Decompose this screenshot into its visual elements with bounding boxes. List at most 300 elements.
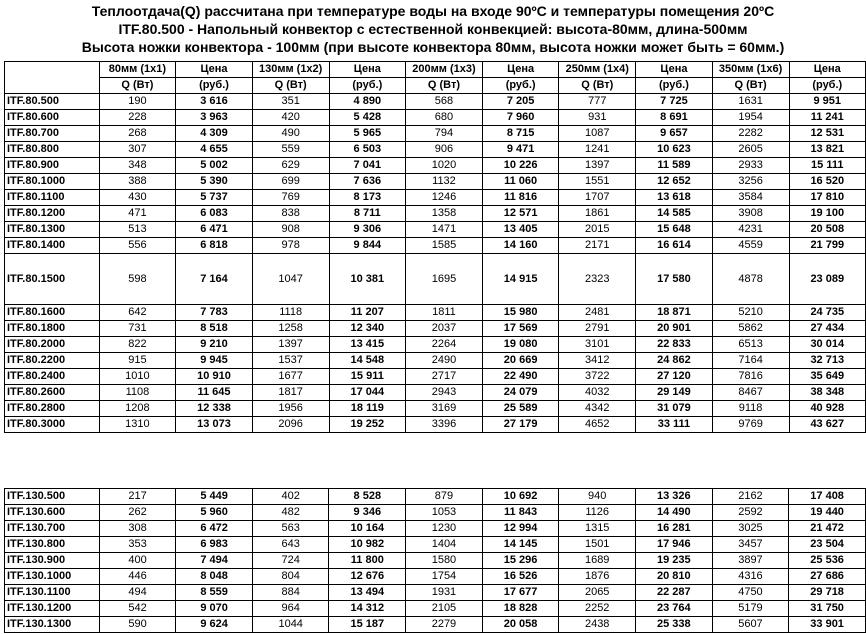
price-value: 4 655	[176, 142, 252, 158]
price-value: 15 648	[636, 222, 712, 238]
price-value: 13 415	[329, 337, 405, 353]
price-unit-header: (руб.)	[482, 78, 558, 94]
price-value: 12 652	[636, 174, 712, 190]
price-value: 21 799	[789, 238, 865, 254]
q-value: 699	[252, 174, 329, 190]
price-value: 15 187	[329, 617, 406, 633]
q-value: 1397	[559, 158, 636, 174]
model-name: ITF.80.1000	[5, 174, 100, 190]
price-value: 20 669	[482, 353, 558, 369]
table-row	[5, 305, 866, 321]
q-value: 7816	[712, 369, 789, 385]
price-value: 17 810	[789, 190, 865, 206]
price-value: 9 624	[176, 617, 253, 633]
price-value: 14 145	[482, 537, 559, 553]
q-value: 217	[99, 489, 176, 505]
q-value: 915	[99, 353, 176, 369]
table-row	[5, 353, 866, 369]
price-value: 5 449	[176, 489, 253, 505]
price-value: 11 843	[482, 505, 559, 521]
price-value: 13 618	[636, 190, 712, 206]
model-name: ITF.130.900	[5, 553, 100, 569]
q-value: 420	[252, 110, 329, 126]
q-header: Q (Вт)	[559, 78, 636, 94]
table-130-body	[5, 489, 866, 633]
q-value: 482	[252, 505, 329, 521]
price-value: 9 951	[789, 94, 865, 110]
convector-table-80	[4, 61, 866, 433]
heading-line-2: ITF.80.500 - Напольный конвектор с естественной конвекцией: высота-80мм, длина-500мм	[118, 21, 748, 37]
q-value: 3169	[406, 401, 483, 417]
model-name: ITF.130.1100	[5, 585, 100, 601]
q-value: 769	[252, 190, 329, 206]
q-value: 879	[406, 489, 483, 505]
price-value: 20 810	[635, 569, 712, 585]
price-unit-header: (руб.)	[789, 78, 865, 94]
model-name: ITF.80.1200	[5, 206, 100, 222]
q-value: 931	[559, 110, 636, 126]
q-value: 262	[99, 505, 176, 521]
price-value: 8 518	[176, 321, 252, 337]
price-value: 14 160	[482, 238, 558, 254]
price-value: 12 340	[329, 321, 405, 337]
q-value: 1931	[406, 585, 483, 601]
q-value: 822	[99, 337, 176, 353]
price-value: 16 281	[635, 521, 712, 537]
q-value: 1087	[559, 126, 636, 142]
q-value: 2264	[406, 337, 483, 353]
price-value: 10 692	[482, 489, 559, 505]
price-value: 23 089	[789, 254, 865, 305]
price-value: 29 718	[789, 585, 866, 601]
price-value: 15 980	[482, 305, 558, 321]
price-value: 14 915	[482, 254, 558, 305]
price-value: 12 338	[176, 401, 252, 417]
model-name: ITF.80.2200	[5, 353, 100, 369]
price-value: 11 800	[329, 553, 406, 569]
model-name: ITF.130.1300	[5, 617, 100, 633]
price-header: Цена	[636, 62, 712, 78]
table-row	[5, 537, 866, 553]
q-value: 731	[99, 321, 176, 337]
price-value: 17 677	[482, 585, 559, 601]
price-value: 16 614	[636, 238, 712, 254]
q-value: 8467	[712, 385, 789, 401]
price-value: 11 060	[482, 174, 558, 190]
price-value: 9 657	[636, 126, 712, 142]
q-value: 513	[99, 222, 176, 238]
q-value: 4750	[712, 585, 789, 601]
model-name: ITF.80.800	[5, 142, 100, 158]
price-value: 38 348	[789, 385, 865, 401]
price-value: 22 287	[635, 585, 712, 601]
model-name: ITF.80.900	[5, 158, 100, 174]
q-value: 2323	[559, 254, 636, 305]
price-value: 8 559	[176, 585, 253, 601]
price-value: 18 119	[329, 401, 405, 417]
q-value: 568	[406, 94, 483, 110]
q-value: 1241	[559, 142, 636, 158]
q-value: 1208	[99, 401, 176, 417]
price-value: 3 963	[176, 110, 252, 126]
table-row	[5, 601, 866, 617]
price-value: 7 783	[176, 305, 252, 321]
price-header: Цена	[482, 62, 558, 78]
header-row-bottom	[5, 78, 866, 94]
q-value: 1246	[406, 190, 483, 206]
price-value: 11 816	[482, 190, 558, 206]
q-value: 2171	[559, 238, 636, 254]
table-row	[5, 569, 866, 585]
price-value: 9 306	[329, 222, 405, 238]
price-value: 24 862	[636, 353, 712, 369]
table-row	[5, 254, 866, 305]
price-value: 15 111	[789, 158, 865, 174]
price-value: 7 636	[329, 174, 405, 190]
price-value: 9 945	[176, 353, 252, 369]
q-value: 6513	[712, 337, 789, 353]
q-header: Q (Вт)	[252, 78, 329, 94]
q-value: 2279	[406, 617, 483, 633]
price-value: 17 946	[635, 537, 712, 553]
price-value: 5 428	[329, 110, 405, 126]
q-value: 2162	[712, 489, 789, 505]
q-value: 1537	[252, 353, 329, 369]
q-value: 353	[99, 537, 176, 553]
price-value: 6 083	[176, 206, 252, 222]
price-value: 27 434	[789, 321, 865, 337]
q-value: 4559	[712, 238, 789, 254]
q-value: 3101	[559, 337, 636, 353]
q-value: 400	[99, 553, 176, 569]
price-value: 17 580	[636, 254, 712, 305]
q-value: 908	[252, 222, 329, 238]
table-row	[5, 190, 866, 206]
q-value: 4342	[559, 401, 636, 417]
price-value: 33 111	[636, 417, 712, 433]
price-value: 27 120	[636, 369, 712, 385]
model-name: ITF.80.600	[5, 110, 100, 126]
q-value: 1754	[406, 569, 483, 585]
price-value: 6 472	[176, 521, 253, 537]
q-value: 2605	[712, 142, 789, 158]
table-row	[5, 174, 866, 190]
q-value: 1118	[252, 305, 329, 321]
q-value: 3897	[712, 553, 789, 569]
price-value: 8 715	[482, 126, 558, 142]
price-value: 6 983	[176, 537, 253, 553]
price-value: 9 844	[329, 238, 405, 254]
q-value: 1397	[252, 337, 329, 353]
q-value: 268	[99, 126, 176, 142]
q-value: 643	[252, 537, 329, 553]
q-value: 559	[252, 142, 329, 158]
price-value: 14 312	[329, 601, 406, 617]
q-value: 2717	[406, 369, 483, 385]
price-value: 13 073	[176, 417, 252, 433]
q-value: 1585	[406, 238, 483, 254]
model-name: ITF.80.1100	[5, 190, 100, 206]
price-value: 8 528	[329, 489, 406, 505]
model-name: ITF.130.800	[5, 537, 100, 553]
price-value: 20 508	[789, 222, 865, 238]
q-value: 598	[99, 254, 176, 305]
q-header: Q (Вт)	[712, 78, 789, 94]
price-value: 10 226	[482, 158, 558, 174]
q-value: 5179	[712, 601, 789, 617]
q-value: 1954	[712, 110, 789, 126]
q-value: 1053	[406, 505, 483, 521]
model-name: ITF.130.700	[5, 521, 100, 537]
price-unit-header: (руб.)	[329, 78, 405, 94]
q-value: 906	[406, 142, 483, 158]
q-value: 2592	[712, 505, 789, 521]
price-value: 19 080	[482, 337, 558, 353]
price-value: 13 821	[789, 142, 865, 158]
q-value: 490	[252, 126, 329, 142]
q-value: 1551	[559, 174, 636, 190]
model-name: ITF.80.1400	[5, 238, 100, 254]
group-header-130: 130мм (1х2)	[252, 62, 329, 78]
price-value: 10 623	[636, 142, 712, 158]
q-value: 1501	[559, 537, 636, 553]
q-value: 9769	[712, 417, 789, 433]
table-row	[5, 337, 866, 353]
table-row	[5, 158, 866, 174]
model-name: ITF.80.1800	[5, 321, 100, 337]
model-name: ITF.130.1200	[5, 601, 100, 617]
q-value: 1631	[712, 94, 789, 110]
q-value: 5607	[712, 617, 789, 633]
price-value: 11 589	[636, 158, 712, 174]
model-name: ITF.130.1000	[5, 569, 100, 585]
price-header: Цена	[176, 62, 252, 78]
price-value: 24 735	[789, 305, 865, 321]
price-value: 11 645	[176, 385, 252, 401]
group-header-80: 80мм (1х1)	[99, 62, 176, 78]
table-row	[5, 206, 866, 222]
table-row	[5, 585, 866, 601]
price-value: 13 494	[329, 585, 406, 601]
model-name: ITF.80.2800	[5, 401, 100, 417]
q-value: 446	[99, 569, 176, 585]
price-value: 7 041	[329, 158, 405, 174]
q-value: 430	[99, 190, 176, 206]
price-value: 14 548	[329, 353, 405, 369]
price-unit-header: (руб.)	[176, 78, 252, 94]
model-name: ITF.80.1500	[5, 254, 100, 305]
header-model-cell	[5, 62, 100, 94]
price-value: 31 079	[636, 401, 712, 417]
q-value: 1310	[99, 417, 176, 433]
table-row	[5, 94, 866, 110]
price-value: 6 818	[176, 238, 252, 254]
q-value: 4316	[712, 569, 789, 585]
model-name: ITF.80.700	[5, 126, 100, 142]
price-value: 12 994	[482, 521, 559, 537]
q-value: 2438	[559, 617, 636, 633]
q-value: 1020	[406, 158, 483, 174]
price-value: 35 649	[789, 369, 865, 385]
q-value: 1358	[406, 206, 483, 222]
table-row	[5, 617, 866, 633]
q-value: 1132	[406, 174, 483, 190]
price-value: 10 910	[176, 369, 252, 385]
q-value: 590	[99, 617, 176, 633]
q-value: 838	[252, 206, 329, 222]
table-row	[5, 126, 866, 142]
price-value: 29 149	[636, 385, 712, 401]
price-value: 25 589	[482, 401, 558, 417]
price-value: 23 504	[789, 537, 866, 553]
q-value: 3722	[559, 369, 636, 385]
price-value: 20 901	[636, 321, 712, 337]
price-value: 25 338	[635, 617, 712, 633]
price-value: 10 381	[329, 254, 405, 305]
q-value: 556	[99, 238, 176, 254]
q-value: 964	[252, 601, 329, 617]
model-name: ITF.130.500	[5, 489, 100, 505]
q-value: 2490	[406, 353, 483, 369]
q-value: 563	[252, 521, 329, 537]
price-value: 6 471	[176, 222, 252, 238]
price-value: 14 490	[635, 505, 712, 521]
price-value: 12 571	[482, 206, 558, 222]
price-value: 22 490	[482, 369, 558, 385]
table-row	[5, 238, 866, 254]
table-row	[5, 417, 866, 433]
price-value: 7 494	[176, 553, 253, 569]
q-value: 1956	[252, 401, 329, 417]
price-value: 19 100	[789, 206, 865, 222]
q-value: 348	[99, 158, 176, 174]
q-value: 4231	[712, 222, 789, 238]
q-value: 1404	[406, 537, 483, 553]
table-row	[5, 369, 866, 385]
price-value: 25 536	[789, 553, 866, 569]
price-value: 18 828	[482, 601, 559, 617]
price-value: 4 309	[176, 126, 252, 142]
price-value: 11 241	[789, 110, 865, 126]
price-value: 9 070	[176, 601, 253, 617]
q-value: 1876	[559, 569, 636, 585]
price-value: 8 048	[176, 569, 253, 585]
q-value: 884	[252, 585, 329, 601]
q-value: 1108	[99, 385, 176, 401]
q-value: 3025	[712, 521, 789, 537]
price-value: 19 235	[635, 553, 712, 569]
q-value: 308	[99, 521, 176, 537]
q-value: 1230	[406, 521, 483, 537]
q-value: 1695	[406, 254, 483, 305]
price-value: 7 960	[482, 110, 558, 126]
q-value: 2015	[559, 222, 636, 238]
price-value: 19 440	[789, 505, 866, 521]
q-value: 7164	[712, 353, 789, 369]
q-value: 940	[559, 489, 636, 505]
q-value: 804	[252, 569, 329, 585]
price-value: 14 585	[636, 206, 712, 222]
table-row	[5, 401, 866, 417]
price-value: 17 569	[482, 321, 558, 337]
q-value: 629	[252, 158, 329, 174]
q-value: 978	[252, 238, 329, 254]
q-value: 2481	[559, 305, 636, 321]
q-value: 1817	[252, 385, 329, 401]
q-value: 1044	[252, 617, 329, 633]
q-value: 777	[559, 94, 636, 110]
q-value: 388	[99, 174, 176, 190]
price-value: 5 960	[176, 505, 253, 521]
price-value: 24 079	[482, 385, 558, 401]
q-value: 228	[99, 110, 176, 126]
model-name: ITF.80.2600	[5, 385, 100, 401]
q-value: 4032	[559, 385, 636, 401]
model-name: ITF.80.2000	[5, 337, 100, 353]
heading-line-1: Теплоотдача(Q) рассчитана при температуре воды на входе 90ºС и температуры помещения 20ºС	[91, 3, 775, 19]
group-header-200: 200мм (1х3)	[406, 62, 483, 78]
price-value: 12 676	[329, 569, 406, 585]
price-value: 20 058	[482, 617, 559, 633]
model-name: ITF.80.2400	[5, 369, 100, 385]
price-value: 9 210	[176, 337, 252, 353]
price-unit-header: (руб.)	[636, 78, 712, 94]
price-value: 16 520	[789, 174, 865, 190]
price-value: 13 405	[482, 222, 558, 238]
q-value: 3908	[712, 206, 789, 222]
price-value: 19 252	[329, 417, 405, 433]
price-value: 8 691	[636, 110, 712, 126]
q-value: 190	[99, 94, 176, 110]
price-header: Цена	[789, 62, 865, 78]
q-value: 402	[252, 489, 329, 505]
q-value: 724	[252, 553, 329, 569]
q-value: 1677	[252, 369, 329, 385]
table-row	[5, 222, 866, 238]
table-row	[5, 321, 866, 337]
price-value: 5 002	[176, 158, 252, 174]
table-80-body	[5, 94, 866, 433]
q-value: 1811	[406, 305, 483, 321]
q-value: 471	[99, 206, 176, 222]
price-value: 17 044	[329, 385, 405, 401]
price-value: 27 686	[789, 569, 866, 585]
price-value: 40 928	[789, 401, 865, 417]
price-value: 7 205	[482, 94, 558, 110]
model-name: ITF.80.1300	[5, 222, 100, 238]
heading-line-3: Высота ножки конвектора - 100мм (при высоте конвектора 80мм, высота ножки может быть = 60мм.)	[81, 39, 785, 55]
group-header-350: 350мм (1х6)	[712, 62, 789, 78]
table-row	[5, 110, 866, 126]
q-value: 307	[99, 142, 176, 158]
price-value: 21 472	[789, 521, 866, 537]
q-value: 2282	[712, 126, 789, 142]
q-value: 1047	[252, 254, 329, 305]
q-value: 4652	[559, 417, 636, 433]
price-value: 10 164	[329, 521, 406, 537]
q-value: 2096	[252, 417, 329, 433]
q-value: 3584	[712, 190, 789, 206]
price-value: 13 326	[635, 489, 712, 505]
price-value: 17 408	[789, 489, 866, 505]
price-value: 8 711	[329, 206, 405, 222]
price-value: 16 526	[482, 569, 559, 585]
header-row-top	[5, 62, 866, 78]
price-value: 23 764	[635, 601, 712, 617]
q-value: 2037	[406, 321, 483, 337]
q-value: 642	[99, 305, 176, 321]
q-value: 3457	[712, 537, 789, 553]
